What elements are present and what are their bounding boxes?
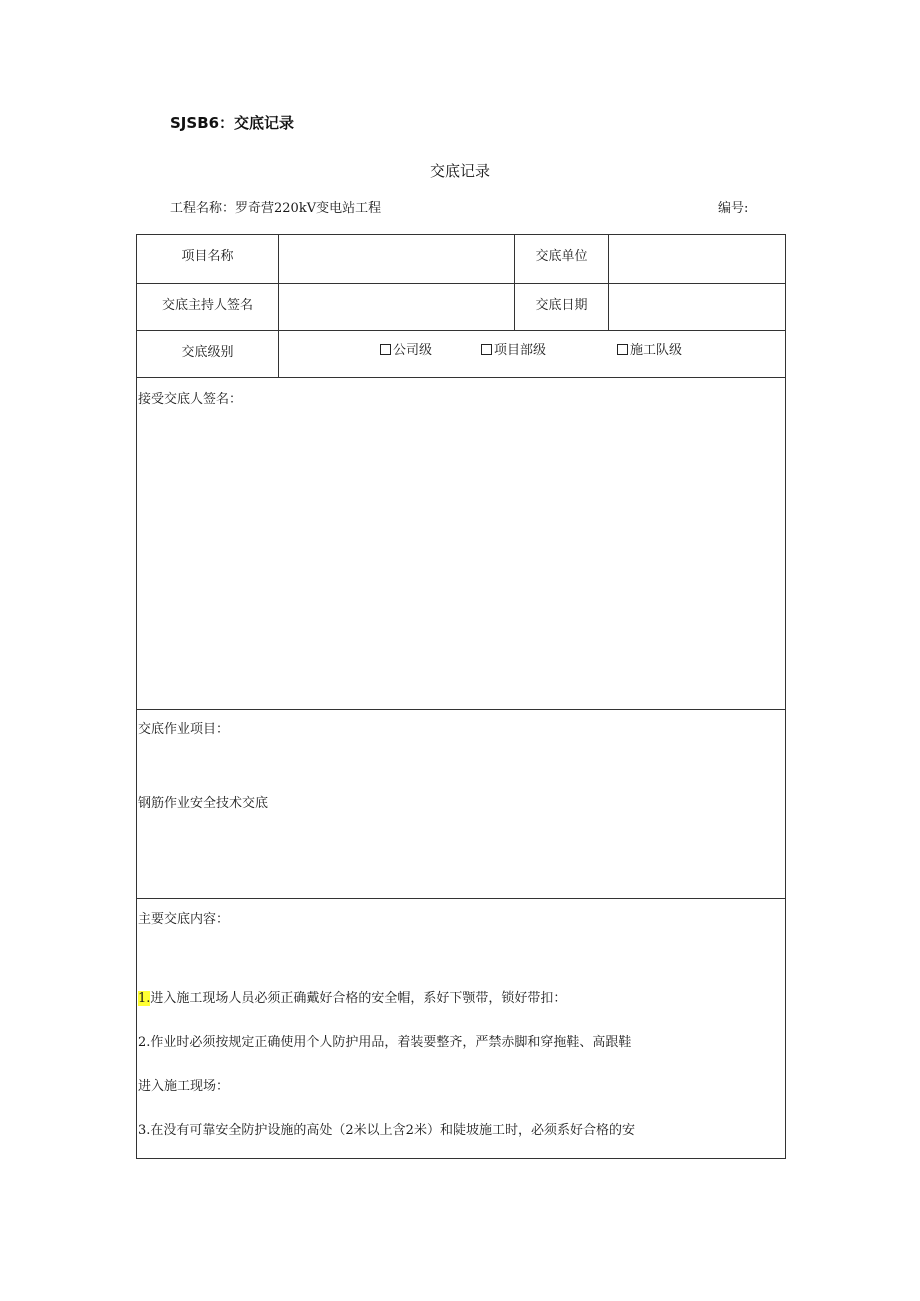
checkbox-icon[interactable] xyxy=(481,344,492,355)
receiver-signature-cell[interactable] xyxy=(137,378,786,710)
unit-cell-value[interactable] xyxy=(609,235,786,284)
work-item-label: 交底作业项目： xyxy=(138,722,230,737)
receiver-signature-label: 接受交底人签名： xyxy=(138,392,243,407)
content-item-2 xyxy=(138,1031,631,1050)
content-item-number: 1. xyxy=(138,991,151,1006)
row-host xyxy=(137,284,786,331)
project-name-cell-label: 项目名称 xyxy=(137,235,279,284)
content-item-text: 作业时必须按规定正确使用个人防护用品，着装要整齐，严禁赤脚和穿拖鞋、高跟鞋 xyxy=(150,1035,632,1050)
level-cell-label: 交底级别 xyxy=(137,331,279,378)
checkbox-icon[interactable] xyxy=(380,344,391,355)
row-work-item xyxy=(137,710,786,899)
checkbox-icon[interactable] xyxy=(617,344,628,355)
level-option-label: 公司级 xyxy=(393,343,433,358)
work-item-cell xyxy=(137,710,786,899)
host-cell-value[interactable] xyxy=(279,284,515,331)
main-content-label: 主要交底内容： xyxy=(138,912,230,927)
number-label: 编号: xyxy=(718,201,749,216)
record-table xyxy=(136,234,786,1159)
unit-cell-label: 交底单位 xyxy=(515,235,609,284)
level-option-project-dept[interactable] xyxy=(481,339,546,358)
project-name-cell-value[interactable] xyxy=(279,235,515,284)
content-item-text: 进入施工现场人员必须正确戴好合格的安全帽，系好下颚带，锁好带扣： xyxy=(150,991,567,1006)
level-option-construction-team[interactable] xyxy=(617,339,682,358)
row-project-name xyxy=(137,235,786,284)
document-title: 交底记录 xyxy=(429,162,490,180)
content-item-3 xyxy=(138,1119,635,1138)
level-option-label: 施工队级 xyxy=(630,343,683,358)
content-item-number: 3. xyxy=(138,1123,151,1138)
row-level xyxy=(137,331,786,378)
content-item-2-continued xyxy=(138,1075,229,1094)
level-options-cell xyxy=(279,331,786,378)
main-content-cell xyxy=(137,899,786,1159)
content-item-text: 在没有可靠安全防护设施的高处（2米以上含2米）和陡坡施工时，必须系好合格的安 xyxy=(150,1123,635,1138)
row-main-content xyxy=(137,899,786,1159)
date-cell-value[interactable] xyxy=(609,284,786,331)
level-option-label: 项目部级 xyxy=(494,343,547,358)
host-cell-label: 交底主持人签名 xyxy=(137,284,279,331)
project-name-label: 工程名称： xyxy=(170,201,236,216)
project-name-value: 罗奇营220kV变电站工程 xyxy=(235,201,382,216)
row-receiver-signatures xyxy=(137,378,786,710)
work-item-value: 钢筋作业安全技术交底 xyxy=(138,796,269,811)
document-code: SJSB6：交底记录 xyxy=(170,114,295,132)
project-name-line xyxy=(170,197,381,216)
content-item-number: 2. xyxy=(138,1035,151,1050)
level-option-company[interactable] xyxy=(380,339,432,358)
content-item-1 xyxy=(138,987,566,1006)
content-item-text: 进入施工现场： xyxy=(138,1079,230,1094)
date-cell-label: 交底日期 xyxy=(515,284,609,331)
